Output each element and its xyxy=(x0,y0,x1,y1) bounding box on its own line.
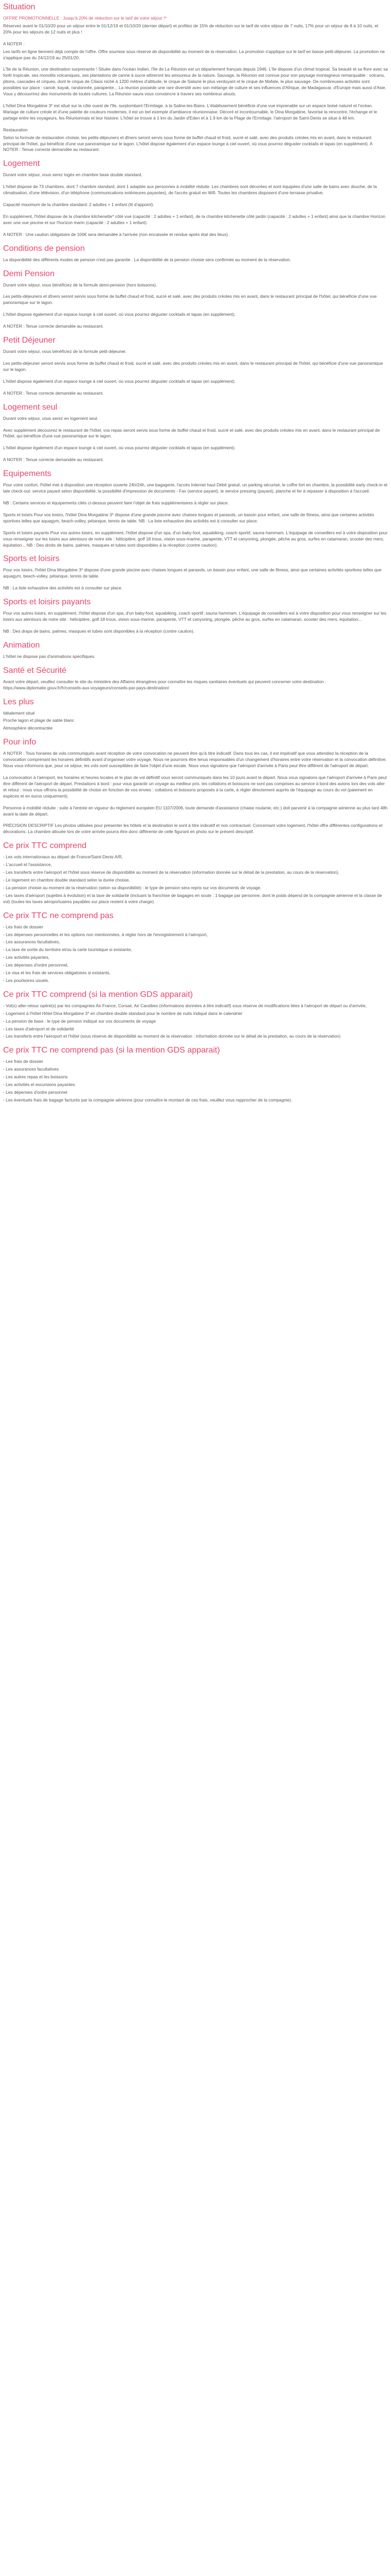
section-prix-ne-comprend-pas xyxy=(3,911,388,984)
list-item: - Les dépenses d'ordre personnel, xyxy=(3,962,69,968)
list-item: - Les activités payantes, xyxy=(3,955,50,960)
paragraph: A NOTER : Tenue correcte demandée au restaurant. xyxy=(3,457,104,463)
paragraph: Capacité maximum de la chambre standard: 2 adultes + 1 enfant (lit d'appoint). xyxy=(3,202,154,208)
section-title: Equipements xyxy=(3,469,52,479)
paragraph: Avec supplément découvrez le restaurant de l'hôtel, vos repas seront servis sous forme de buffet chaud et froid, sucré et salé, avec des produits créoles mis en avant, dans le restaurant principal de l'hôtel, qui bénéficie d'une vue panoramique sur le lagon. xyxy=(3,427,380,439)
list-item: - Les pourboires usuels. xyxy=(3,977,50,983)
paragraph: PRÉCISION DESCRIPTIF Les photos utilisées pour présenter les hôtels et la destination le sont à titre indicatif et non contractuel. Concernant votre logement, l'hôtel offre différentes configurations et décorations. La chambre allouée lors de votre arrivée pourra être donc différente de celle figurant en photo sur le présent descriptif. xyxy=(3,823,383,835)
list-item: - Le logement en chambre double standard selon la durée choisie, xyxy=(3,877,130,883)
list-item: - Les transferts entre l'aéroport et l'hôtel sous réserve de disponibilité au moment de la réservation (information donnée sur le détail de la prestation, au cours de la réservation), xyxy=(3,870,339,875)
paragraph: Personne à mobilité réduite : suite à l'entrée en vigueur du règlement européen EU 1107/2006, toute demande d'assistance (chaise roulante, etc.) doit parvenir à la compagnie aérienne au plus tard 48h avant la date de départ. xyxy=(3,805,388,817)
section-title: Situation xyxy=(3,3,36,11)
section-title: Demi Pension xyxy=(3,269,55,278)
restauration-text: Selon la formule de restauration choisie, les petits-déjeuners et dîners seront servis sous forme de buffet chaud et froid, sucré et salé, avec des produits créoles mis en avant, dans le restaurant principal de l'hôtel, qui bénéficie d'une vue panoramique sur le lagon. L'hôtel dispose également d'un espace lounge à ciel ouvert, où vous pourrez déguster cocktails et tapas (en supplément). A NOTER : Tenue correcte demandée au restaurant. xyxy=(3,134,372,152)
paragraph: L'hôtel dispose également d'un espace lounge à ciel ouvert, où vous pourrez déguster cocktails et tapas (en supplément). xyxy=(3,445,236,451)
hotel-text: L'hôtel Dina Morgabine 3* est situé sur la côte ouest de l'île, surplombant l'Ermitage, à la Saline-les-Bains. L'établissement bénéficie d'une vue imprenable sur un espace boisé naturel et l'océan. Mariage de culture créole et d'une palette de couleurs modernes, il est un bel exemple d'ambiance réunionnaise. Décoré et incontournable, le Dina Morgabine, favorise la rencontre, l'échange et le partage entre les voyageurs, les Réunionnais et leur histoire. L'hôtel se trouve à 1 km du Jardin d'Eden et à 1.9 km de la Plage de l'Ermitage. l'aéroport de Saint-Denis se situe à 48 km. xyxy=(3,103,378,121)
promo-details: Réservez avant le 01/10/20 pour un séjour entre le 01/12/19 et 01/10/20 (dernier départ) et profitez de 15% de réduction sur le tarif de votre séjour de 7 nuits, 17% pour un séjour de 8 à 10 nuits, et 20% pour les séjours de 12 nuits et plus ! xyxy=(3,23,379,35)
paragraph: Durant votre séjour, vous serez en logement seul. xyxy=(3,415,99,421)
paragraph: A NOTER : Une caution obligatoire de 100€ sera demandée à l'arrivée (non encaissée et rendue après état des lieux). xyxy=(3,231,229,237)
list-item: - Les frais de dossier xyxy=(3,924,43,929)
restauration-label: Restauration xyxy=(3,127,28,132)
paragraph: NB : La liste exhaustive des activités est à consulter sur place. xyxy=(3,585,123,591)
paragraph: Pour vos autres loisirs, en supplément, l'hôtel dispose d'un spa, d'un baby-foot, aquabiking, coach sportif, sauna hammam. L'équipage de conseillers est à votre disposition pour vous renseigner sur les loisirs aux alentours de notre site : héliciptère, golf 18 trous, vision sous-marine, parapente, VTT et canyoning, plongée, pêche au gros, surfes en catamaran, scooter des mers, équitation... xyxy=(3,611,386,622)
paragraph: A NOTER : Tous horaires de vols communiqués avant réception de votre convocation ne peuvent être qu'à titre indicatif. Dans tous les cas, il est impératif que vous attendiez la réception de la convocation comprenant les horaires définitifs avant d'organiser votre voyage. Nous ne pourrons être tenus responsables d'un changement d'horaires entre votre réservation et la convocation définitive. Nous vous informons que, pour ce séjour, les vols sont susceptibles de faire l'objet d'une escale. Nous vous signalons que l'aéroport d'arrivée à Paris peut être différent de l'aéroport de départ. xyxy=(3,751,387,769)
section-title: Ce prix TTC ne comprend pas xyxy=(3,911,114,920)
section-prix-comprend-gds xyxy=(3,990,388,1040)
paragraph: Les petits-déjeuner seront servis sous forme de buffet chaud et froid, sucré et salé, avec des produits créoles mis en avant, dans le restaurant principal de l'hôtel, qui bénéficie d'une vue panoramique sur le lagon. xyxy=(3,361,383,372)
list-item: - Le visa et les frais de services obligatoires si existants, xyxy=(3,970,111,976)
paragraph: A NOTER : Tenue correcte demandée au restaurant. xyxy=(3,390,104,396)
section-title: Sports et loisirs payants xyxy=(3,598,91,607)
section-title: Petit Déjeuner xyxy=(3,336,56,345)
paragraph: Les petits-déjeuners et dîners seront servis sous forme de buffet chaud et froid, sucré et salé, avec des produits créoles mis en avant, dans le restaurant principal de l'hôtel, qui bénéficie d'une vue panoramique sur le lagon. xyxy=(3,294,377,306)
list-item: - Les assurances facultatives xyxy=(3,1066,59,1072)
list-item: - La pension choisie au moment de la réservation (selon sa disponibilité) : le type de pension sera repris sur vos documents de voyage. xyxy=(3,885,262,890)
paragraph: La convocation à l'aéroport, les horaires et heures locales et le plan de vol définitif vous seront communiqués dans les 10 jours avant le départ. Nous vous signalons que l'aéroport d'arrivée à Paris peut être différent de l'aéroport de départ. Prestations à bord : pour vous garantir un voyage au meilleur prix, les collations et boissons ne sont pas comprises au service à bord des avions lors des vols aller et retour : nous vous offrons la possibilité de choisir en fonction de vos envies : collations et boissons proposés à la carte, à régler directement auprès de l'équipage au cours du vol (paiement en espèces et en euros uniquement). xyxy=(3,775,387,799)
section-animation xyxy=(3,640,388,660)
list-item: Proche lagon et plage de sable blanc xyxy=(3,718,74,723)
paragraph: Durant votre séjour, vous bénéficiez de la formule demi-pension (hors boissons). xyxy=(3,282,157,287)
section-prix-ne-comprend-pas-gds xyxy=(3,1045,388,1103)
section-title: Ce prix TTC comprend xyxy=(3,841,87,851)
section-title: Sports et loisirs xyxy=(3,554,60,564)
section-title: Conditions de pension xyxy=(3,244,85,253)
destination-text: L'île de la Réunion, une destination surprenante ! Située dans l'océan Indien, l'île de La Réunion est un département français depuis 1946. L'île dispose d'un climat tropical. Sa beauté et sa flore avec sa forêt tropicale, ses monolits volcaniques, ses plantations de canne à sucre attireront les amoureux de la nature. Sauvage, la Réunion est connue pour son paysage montagneux remarquable : volcans, pitons, cascades et cirques, dont le cirque de Cilaos niché à 1200 mètres d'altitude, le cirque de Salazie le plus verdoyant et le cirque de Mafate, le plus sauvage. De nombreuses activités sont possibles sur place : canoë, kayak, randonnée, parapente... La réunion possède une rare diversité avec son mélange de culture et ses influences d'Afrique, de Madagascar, d'Europe mais aussi d'Asie. Vous y découvrirez des monuments de toutes cultures. La Réunion saura vous convaincre à travers ses nombreux atouts. xyxy=(3,66,388,97)
list-item: Idéalement situé xyxy=(3,710,35,716)
section-demi-pension xyxy=(3,269,388,330)
paragraph: L'hôtel dispose également d'un espace lounge à ciel ouvert, où vous pourrez déguster cocktails et tapas (en supplément). xyxy=(3,378,236,384)
promo-notes: Les tarifs en ligne tiennent déjà compte de l'offre. Offre soumise sous réserve de disponibilité au moment de la réservation. La promotion s'applique sur le tarif en basse petit-déjeuner. La promotion ne s'applique pas du 24/12/19 au 25/01/20. xyxy=(3,48,385,60)
list-item: - Les assurances facultatives, xyxy=(3,939,60,945)
section-title: Logement xyxy=(3,159,40,168)
paragraph: L'hôtel dispose de 73 chambres, dont 7 chambre standard, dont 1 adaptée aux personnes à mobilité réduite. Les chambres sont décorées et sont équipées d'une salle de bains avec douche, de la climatisation, d'une télévision, d'un téléphone (communications extérieures payantes), de l'accès gratuit en Wifi. Toutes les chambres disposent d'une terrasse privative. xyxy=(3,184,377,196)
section-petit-dejeuner xyxy=(3,335,388,397)
section-sports xyxy=(3,554,388,591)
paragraph: Pour vos loisirs, l'hôtel Dina Morgabine 3* dispose d'une grande piscine avec chaises longues et parasols, un bassin pour enfant, une salle de fitness, ainsi que certaines activités sportives telles que aquagym, beach-volley, pétanque, tennis de table. xyxy=(3,567,382,579)
section-title: Les plus xyxy=(3,697,34,706)
list-item: - La taxe de sortie du territoire et/ou la carte touristique si existante, xyxy=(3,947,132,953)
list-item: - Les taxes d'aéroport et de solidarité xyxy=(3,1026,74,1031)
promo-headline: OFFRE PROMOTIONNELLE : Jusqu'à 20% de réduction sur le tarif de votre séjour !* xyxy=(3,15,167,21)
list-item: - L'accueil et l'assistance, xyxy=(3,862,52,868)
section-title: Pour info xyxy=(3,738,37,747)
paragraph: NB : Des draps de bains, palmes, masques et tubes sont disponibles à la réception (contre caution). xyxy=(3,628,195,634)
list-item: - Les éventuels frais de bagage facturés par la compagnie aérienne (pour connaître le montant de ces frais, veuillez vous rapprocher de la compagnie). xyxy=(3,1097,292,1103)
list-item: Atmosphère décontractée xyxy=(3,725,53,731)
paragraph: En supplément, l'hôtel dispose de la chambre kitchenette* côté vue (capacité : 2 adultes + 1 enfant), de la chambre kitchenette côté jardin (capacité : 2 adultes + 1 enfant) ainsi que la chambre Horizon avec une vue piscine et sur l'horizon marin (capacité : 2 adultes + 1 enfant). xyxy=(3,213,385,225)
paragraph: A NOTER : Tenue correcte demandée au restaurant. xyxy=(3,324,104,329)
section-sports-payants xyxy=(3,597,388,635)
list-item: - Les transferts entre l'aéroport et l'hôtel (sous réserve de disponibilité au moment de la réservation : information donnée sur le détail de la prestation, au cours de la réservation) xyxy=(3,1033,341,1039)
paragraph: Avant votre départ, veuillez consulter le site du ministère des Affaires étrangères pour connaître les risques sanitaires éventuels qui peuvent concerner votre destination : https://www.diplomatie.gouv.fr/fr/conseils-aux-voyageurs/conseils-par-pays-destination/ xyxy=(3,679,327,690)
list-item: - La pension de base : le type de pension indiqué sur vos documents de voyage xyxy=(3,1018,156,1024)
paragraph: L'hôtel dispose également d'un espace lounge à ciel ouvert, où vous pourrez déguster cocktails et tapas (en supplément). xyxy=(3,312,236,317)
list-item: - Les dépenses d'ordre personnel xyxy=(3,1090,68,1095)
section-title: Ce prix TTC comprend (si la mention GDS apparait) xyxy=(3,990,193,999)
list-item: - Vol(s) aller-retour opéré(s) par les compagnies Air France, Corsair, Air Caraïbes (informations données à titre indicatif) sous réserve de modifications liées à l'aéroport de départ ou d'arrivée, xyxy=(3,1003,367,1008)
section-pour-info xyxy=(3,737,388,835)
section-title: Logement seul xyxy=(3,402,57,412)
paragraph: La disponibilité des différents modes de pension n'est pas garantie . La disponibilité de la pension choisie sera confirmée au moment de la réservation. xyxy=(3,257,291,262)
list-item: - Les autres repas et les boissons xyxy=(3,1074,68,1080)
section-les-plus xyxy=(3,697,388,732)
section-sante xyxy=(3,666,388,691)
list-item: - Les frais de dossier xyxy=(3,1059,43,1064)
list-item: - Logement à l'hôtel Hôtel Dina Morgabine 3* en chambre double standard pour le nombre de nuits indiqué dans le calendrier xyxy=(3,1010,242,1016)
section-conditions xyxy=(3,244,388,263)
section-prix-comprend xyxy=(3,841,388,905)
section-title: Ce prix TTC ne comprend pas (si la mention GDS apparait) xyxy=(3,1046,220,1055)
paragraph: Durant votre séjour, vous bénéficiez de la formule petit-déjeuner. xyxy=(3,349,127,354)
section-situation xyxy=(3,2,388,153)
paragraph: Pour votre confort, l'hôtel met à disposition une réception ouverte 24h/24h, une bagagerie, l'accès Internet haut Débit gratuit, un parking sécurisé, le coffre fort en chambre, la possibilité early check-in et late check-out: service payant selon disponibilité, la possibilité d'impression de documents - Fax (service payant), le service pressing (payant), planche et fer à repasser à disposition à l'accueil. xyxy=(3,482,388,494)
list-item: - Les activités et excursions payantes xyxy=(3,1082,75,1088)
section-title: Santé et Sécurité xyxy=(3,666,67,675)
section-equipements xyxy=(3,469,388,548)
section-logement-seul xyxy=(3,402,388,464)
section-title: Animation xyxy=(3,640,40,650)
paragraph: NB : Certains services et équipements cités ci-dessus peuvent faire l'objet de frais supplémentaires à régler sur place. xyxy=(3,500,229,505)
note-label: A NOTER : xyxy=(3,41,25,46)
section-logement xyxy=(3,159,388,238)
paragraph: L'hôtel ne dispose pas d'animations spécifiques. xyxy=(3,653,95,659)
list-item: - Les vols internationaux au départ de France/Saint-Denis A/R, xyxy=(3,854,123,860)
paragraph: Sports et loisirs payants Pour vos autres loisirs, en supplément, l'hôtel dispose d'un spa, d'un baby-foot, aquabiking, coach sportif, sauna hammam. L'équipage de conseillers est à votre disposition pour vous renseigner sur les loisirs aux alentours de notre site : héliciptère, golf 18 trous, vision sous-marine, parapente, VTT et canyoning, plongée, pêche au gros, surfes en catamaran, scooter des mers, équitation... NB : Des droits de bains, palmes, masques et tubes sont disponibles à la réception (contre caution). xyxy=(3,530,388,548)
list-item: - Les taxes d'aéroport (sujettes à évolution) et la taxe de solidarité (incluant la franchise de bagages en soute : 1 bagage par personne, dont le poids dépend de la compagnie aérienne et la classe de vol) (toutes les taxes aéroportuaires payables sur place restent à votre charge). xyxy=(3,892,382,904)
paragraph: Durant votre séjour, vous serez logés en chambre base double standard. xyxy=(3,172,143,178)
paragraph: Sports et loisirs Pour vos loisirs, l'hôtel Dina Morgabine 3* dispose d'une grande piscine avec chaises longues et parasols, un bassin pour enfant, une salle de fitness, ainsi que certaines activités sportives telles que aquagym, beach-volley, pétanque, tennis de table. NB : La liste exhaustive des activités est à consulter sur place. xyxy=(3,512,374,523)
list-item: - Les dépenses personnelles et les options non mentionnées, à régler hors de l'enregistrement à l'aéroport, xyxy=(3,931,208,937)
